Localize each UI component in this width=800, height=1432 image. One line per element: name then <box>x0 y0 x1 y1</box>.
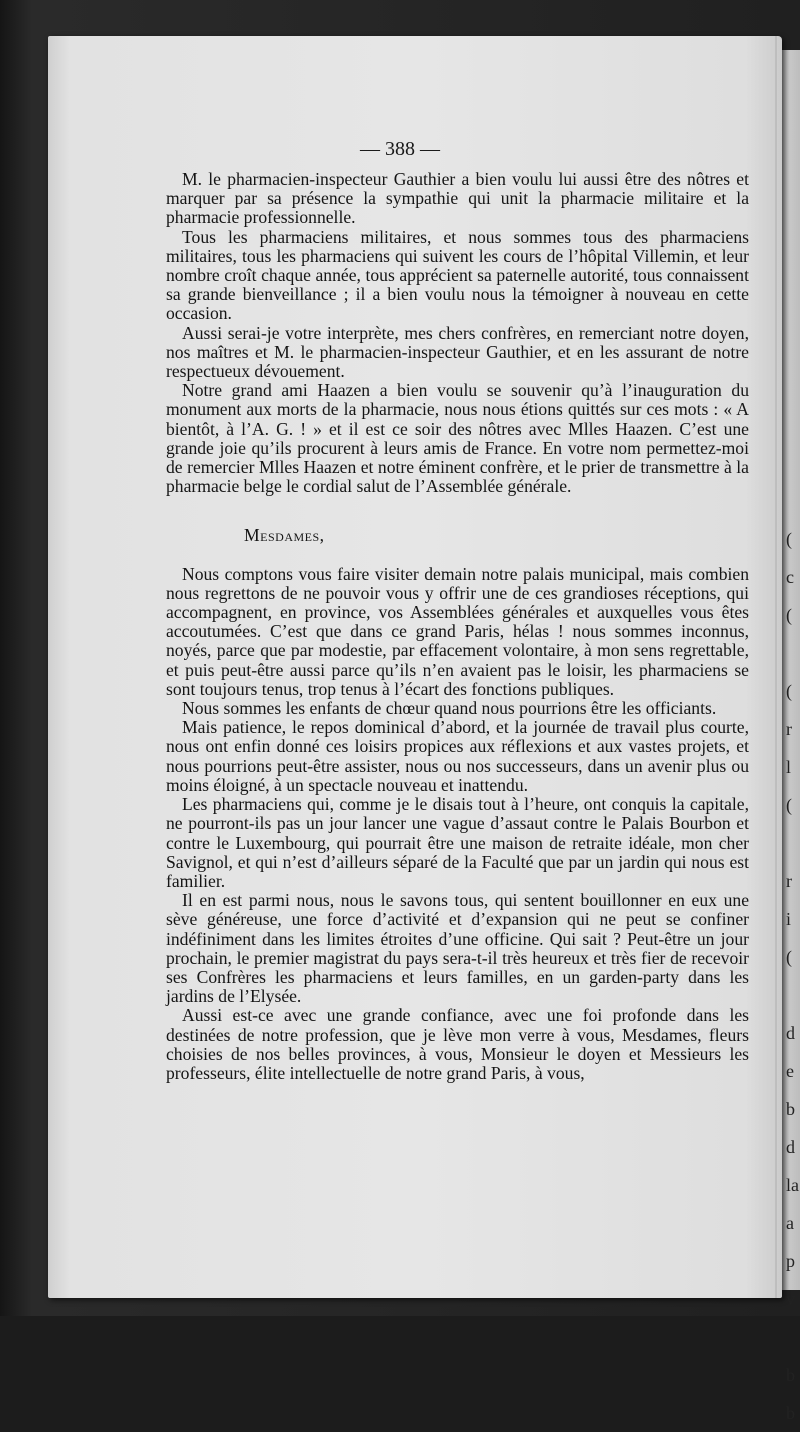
paragraph: Aussi est-ce avec une grande confiance, avec une foi profonde dans les destinées de notre profession, que je lève mon verre à vous, Mesdames, fleurs choisies de nos belles provinces, à vous, Monsieur le doyen et Messieurs les professeurs, élite intellectuelle de notre grand Paris, à vous, <box>166 1005 749 1083</box>
edge-letter: ( <box>786 947 792 967</box>
edge-letter: b <box>786 1403 795 1423</box>
paragraph: Nous comptons vous faire visiter demain notre palais municipal, mais combien nous regrettons de ne pouvoir vous y offrir une de ces grandioses réceptions, qui accompagnent, en province, vos Assemblées générales et auxquelles vous êtes accoutumées. C’est que dans ce grand Paris, hélas ! nous sommes inconnus, noyés, parce que par modestie, par effacement volontaire, à mon sens regrettable, et puis peut-être aussi parce qu’ils n’en avaient pas le loisir, les pharmaciens se sont toujours tenus, trop tenus à l’écart des fonctions publiques. <box>166 563 749 699</box>
page-body-text <box>166 170 749 1083</box>
paragraph: Il en est parmi nous, nous le savons tous, qui sentent bouillonner en eux une sève généreuse, une force d’activité et d’expansion qui ne peut se confiner indéfiniment dans les limites étroites d’une officine. Qui sait ? Peut-être un jour prochain, le premier magistrat du pays sera-t-il très heureux et très fier de recevoir ses Confrères les pharmaciens et leurs familles, en un garden-party dans les jardins de l’Elysée. <box>166 890 749 1007</box>
edge-letter: d <box>786 1023 795 1043</box>
edge-letter: la <box>786 1175 799 1195</box>
edge-letter <box>786 976 800 1014</box>
paragraph: Aussi serai-je votre interprète, mes chers confrères, en remerciant notre doyen, nos maîtres et M. le pharmacien-inspecteur Gauthier, et en les assurant de notre respectueux dévouement. <box>166 322 749 382</box>
paragraph: Tous les pharmaciens militaires, et nous sommes tous des pharmaciens militaires, tous les pharmaciens qui suivent les cours de l’hôpital Villemin, et leur nombre croît chaque année, tous apprécient sa paternelle autorité, tous connaissent sa grande bienveillance ; il a bien voulu nous la témoigner à nouveau en cette occasion. <box>166 226 749 324</box>
edge-letter: b <box>786 1099 795 1119</box>
edge-letter: b <box>786 1365 795 1385</box>
paragraph: M. le pharmacien-inspecteur Gauthier a bien voulu lui aussi être des nôtres et marquer par sa présence la sympathie qui unit la pharmacie militaire et la pharmacie professionnelle. <box>166 169 749 228</box>
edge-letter <box>786 824 800 862</box>
page-fold-shadow <box>775 36 777 1298</box>
paragraph: Les pharmaciens qui, comme je le disais tout à l’heure, ont conquis la capitale, ne pourront-ils pas un jour lancer une vague d’assaut contre le Palais Bourbon et contre le Luxembourg, qui pourrait être une maison de retraite idéale, mon cher Savignol, et qui n’est d’ailleurs séparé de la Faculté que par un jardin qui nous est familier. <box>166 794 749 891</box>
edge-letter: r <box>786 871 792 891</box>
edge-letter: a <box>786 1213 794 1233</box>
edge-letter: p <box>786 1251 795 1271</box>
edge-letter: i <box>786 909 792 929</box>
edge-letter: d <box>786 1137 795 1157</box>
page-number: — 388 — <box>360 138 440 160</box>
edge-letter: ( <box>786 529 792 549</box>
edge-letter: l <box>786 757 792 777</box>
edge-letter: c <box>786 567 794 587</box>
paragraph: Mais patience, le repos dominical d’abord, et la journée de travail plus courte, nous ont enfin donné ces loisirs propices aux réflexions et aux vastes projets, et nous pourrions peut-être assister, nous ou nos successeurs, dans un avenir plus ou moins éloigné, à un spectacle nouveau et inattendu. <box>166 717 749 795</box>
paragraph: Nous sommes les enfants de chœur quand nous pourrions être les officiants. <box>182 698 717 719</box>
next-page-edge-letters <box>786 520 800 1432</box>
edge-letter: r <box>786 719 792 739</box>
section-salutation: Mesdames, <box>244 525 325 546</box>
edge-letter: ( <box>786 605 792 625</box>
edge-letter: e <box>786 1061 794 1081</box>
edge-letter: ( <box>786 795 792 815</box>
edge-letter: v <box>786 1289 795 1309</box>
edge-letter: ( <box>786 681 792 701</box>
edge-letter <box>786 634 800 672</box>
paragraph: Notre grand ami Haazen a bien voulu se souvenir qu’à l’inauguration du monument aux morts de la pharmacie, nous nous étions quittés sur ces mots : « A bientôt, à l’A. G. ! » et il est ce soir des nôtres avec Mlles Haazen. C’est une grande joie qu’ils procurent à leurs amis de France. En votre nom permettez-moi de remercier Mlles Haazen et notre éminent confrère, et le prier de transmettre à la pharmacie belge le cordial salut de l’Assemblée générale. <box>166 380 749 497</box>
edge-letter <box>786 1318 800 1356</box>
